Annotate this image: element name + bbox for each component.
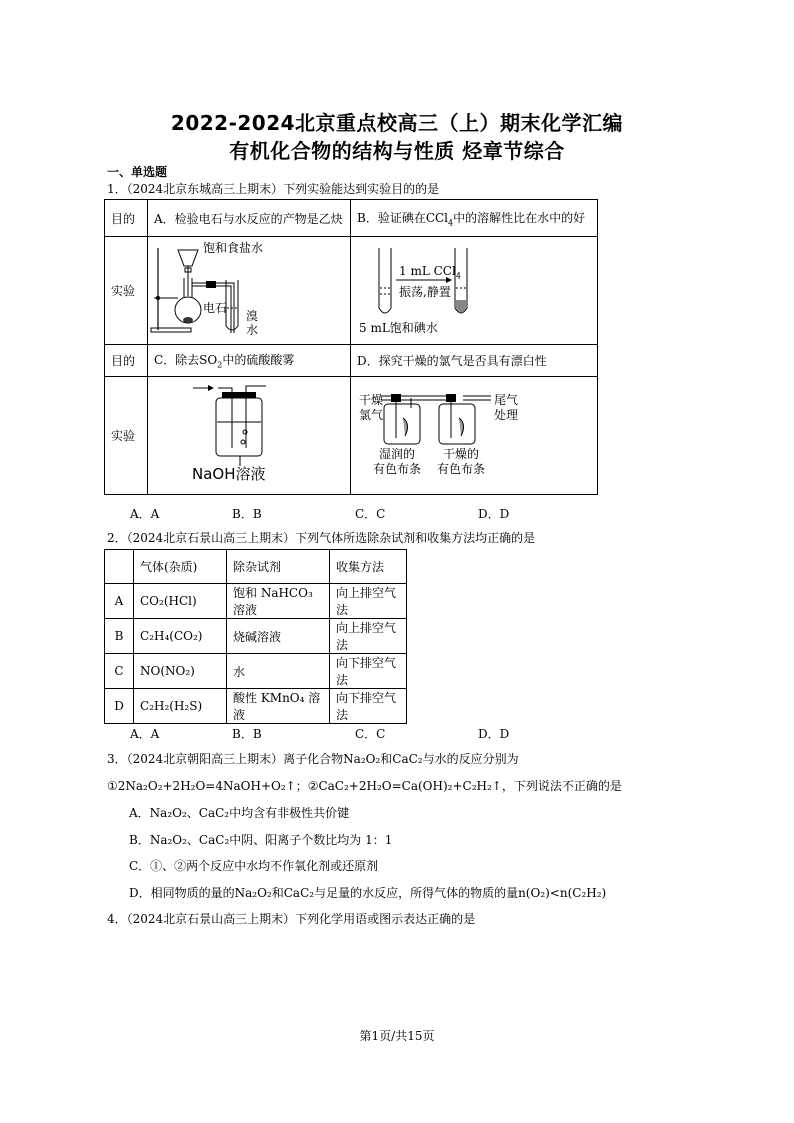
page-footer: 第1页/共15页	[359, 1029, 435, 1043]
fig-d-tail-gas-label-2: 处理	[494, 408, 519, 422]
choice-d: D．D	[478, 507, 510, 521]
row-method: 向上排空气法	[330, 584, 407, 619]
q2-choices	[0, 725, 794, 741]
row-method: 向下排空气法	[330, 689, 407, 724]
table-row	[105, 584, 407, 619]
fig-a-bromine-label-2: 水	[246, 323, 259, 337]
section-heading: 一、单选题	[107, 165, 168, 179]
row-option: D	[105, 689, 134, 724]
row-gas: C₂H₄(CO₂)	[134, 619, 227, 654]
fig-a-bromine-label-1: 溴	[246, 309, 259, 323]
q3-option-c: C．①、②两个反应中水均不作氧化剂或还原剂	[129, 859, 379, 873]
q3-equations: ①2Na₂O₂+2H₂O=4NaOH+O₂↑；②CaC₂+2H₂O=Ca(OH)₂+C₂H₂↑，下列说法不正确的是	[107, 779, 622, 793]
purpose-label-1: 目的	[105, 200, 148, 237]
q3-option-d: D．相同物质的量的Na₂O₂和CaC₂与足量的水反应，所得气体的物质的量n(O₂)<n(C₂H₂)	[129, 886, 607, 900]
page-title-line2: 有机化合物的结构与性质 烃章节综合	[229, 139, 565, 163]
purpose-label-2: 目的	[105, 345, 148, 377]
fig-a-carbide-label: 电石	[203, 301, 228, 315]
option-c-text: C．除去$SO_2$中的硫酸酸雾	[148, 345, 351, 377]
choice-d: D．D	[478, 727, 510, 741]
q3-stem: 3．（2024北京朝阳高三上期末）离子化合物Na₂O₂和CaC₂与水的反应分别为	[107, 752, 519, 766]
row-gas: CO₂(HCl)	[134, 584, 227, 619]
row-gas: C₂H₂(H₂S)	[134, 689, 227, 724]
row-gas: NO(NO₂)	[134, 654, 227, 689]
row-reagent: 饱和 NaHCO₃ 溶液	[227, 584, 330, 619]
row-reagent: 水	[227, 654, 330, 689]
q2-gas-table	[104, 549, 407, 724]
page-title-line1: 2022-2024北京重点校高三（上）期末化学汇编	[170, 111, 624, 135]
q3-option-b: B．Na₂O₂、CaC₂中阴、阳离子个数比均为 1：1	[129, 833, 393, 847]
fig-d-tail-gas-label-1: 尾气	[494, 393, 519, 407]
row-option: A	[105, 584, 134, 619]
fig-b-bottom-label: 5 mL饱和碘水	[359, 321, 438, 335]
q3-option-a: A．Na₂O₂、CaC₂中均含有非极性共价键	[129, 806, 350, 820]
row-option: B	[105, 619, 134, 654]
header-gas: 气体(杂质)	[134, 550, 227, 584]
option-b-text: B．验证碘在CCl$_4$中的溶解性比在水中的好	[351, 200, 598, 237]
table-row	[105, 654, 407, 689]
fig-c-naoh-label: NaOH溶液	[192, 465, 266, 483]
choice-c: C．C	[355, 507, 386, 521]
q1-stem: 1．（2024北京东城高三上期末）下列实验能达到实验目的的是	[107, 182, 440, 196]
q4-stem: 4．（2024北京石景山高三上期末）下列化学用语或图示表达正确的是	[107, 912, 476, 926]
choice-a: A．A	[130, 507, 160, 521]
choice-a: A．A	[130, 727, 160, 741]
figure-d-cell	[351, 377, 598, 495]
choice-b: B．B	[232, 507, 262, 521]
header-reagent: 除杂试剂	[227, 550, 330, 584]
fig-d-wet-cloth-label-1: 湿润的	[379, 447, 416, 461]
option-d-text: D．探究干燥的氯气是否具有漂白性	[351, 345, 598, 377]
fig-d-wet-cloth-label-2: 有色布条	[373, 462, 422, 476]
experiment-label-1: 实验	[105, 237, 148, 345]
table-row	[105, 689, 407, 724]
fig-b-arrow-top-label: 1 mL CCl$_4$	[399, 264, 461, 281]
q1-experiment-table	[104, 199, 598, 495]
q2-stem: 2．（2024北京石景山高三上期末）下列气体所选除杂试剂和收集方法均正确的是	[107, 531, 536, 545]
option-a-text: A．检验电石与水反应的产物是乙炔	[148, 200, 351, 237]
row-method: 向上排空气法	[330, 619, 407, 654]
fig-d-dry-chlorine-label-2: 氯气	[359, 408, 384, 422]
fig-a-brine-label: 饱和食盐水	[203, 241, 264, 255]
fig-d-dry-chlorine-label-1: 干燥	[359, 393, 384, 407]
fig-d-dry-cloth-label-1: 干燥的	[443, 447, 480, 461]
fig-b-arrow-bottom-label: 振荡,静置	[399, 285, 451, 299]
row-reagent: 烧碱溶液	[227, 619, 330, 654]
fig-d-dry-cloth-label-2: 有色布条	[437, 462, 486, 476]
choice-c: C．C	[355, 727, 386, 741]
header-blank	[105, 550, 134, 584]
figure-b-cell	[351, 237, 598, 345]
header-method: 收集方法	[330, 550, 407, 584]
table-row	[105, 619, 407, 654]
q1-choices	[0, 505, 794, 521]
experiment-label-2: 实验	[105, 377, 148, 495]
figure-a-cell	[148, 237, 351, 345]
row-reagent: 酸性 KMnO₄ 溶液	[227, 689, 330, 724]
row-method: 向下排空气法	[330, 654, 407, 689]
choice-b: B．B	[232, 727, 262, 741]
figure-c-cell	[148, 377, 351, 495]
row-option: C	[105, 654, 134, 689]
